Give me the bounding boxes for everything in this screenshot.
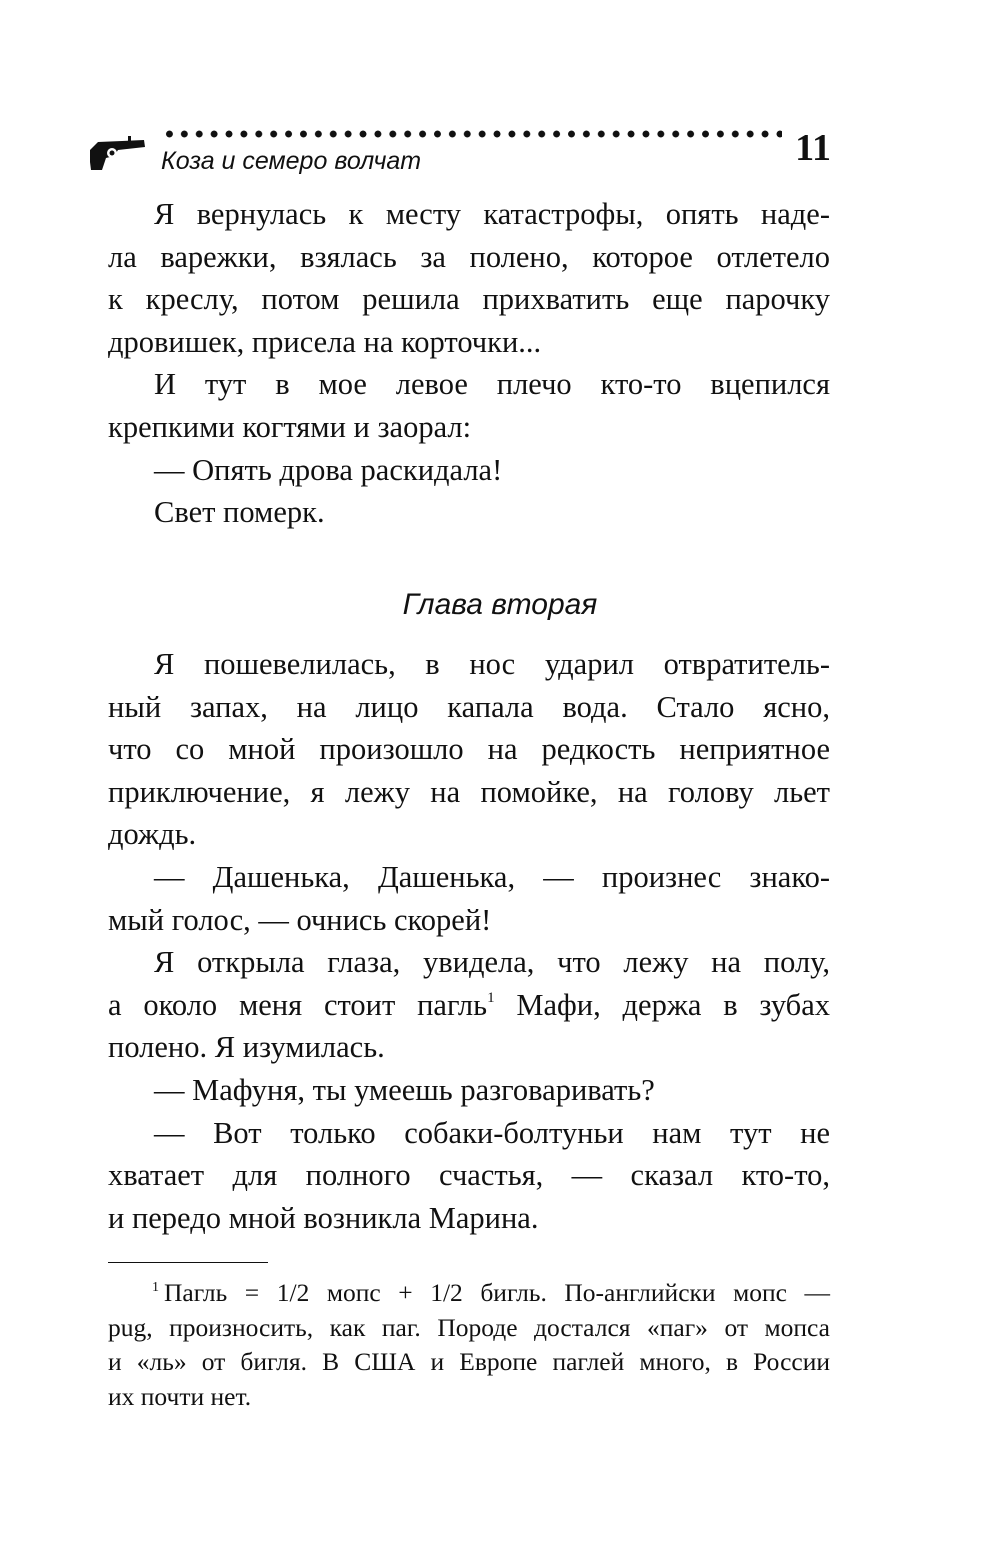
- text-line: дождь.: [108, 817, 197, 852]
- text-segment: Мафи, держа в зубах: [494, 987, 830, 1022]
- book-title: Коза и семеро волчат: [161, 147, 422, 175]
- text-line: ла варежки, взялась за полено, которое отлетело: [108, 239, 830, 274]
- text-block-2: [108, 643, 830, 1239]
- text-line: мый голос, — очнись скорей!: [108, 902, 492, 937]
- text-segment: а около меня стоит пагль: [108, 987, 488, 1022]
- text-line: — Вот только собаки-болтуньи нам тут не: [154, 1115, 830, 1150]
- text-block-1: [108, 193, 830, 534]
- footnote-line: pug, произносить, как паг. Породе достался «паг» от мопса: [108, 1312, 830, 1342]
- revolver-icon: [88, 126, 148, 172]
- header-dotted-rule: [162, 124, 782, 144]
- chapter-title: Глава вторая: [402, 588, 598, 621]
- footnote-marker[interactable]: 1: [487, 989, 495, 1006]
- footnote-line: и «ль» от бигля. В США и Европе паглей много, в России: [108, 1347, 830, 1377]
- text-line-with-footnote: [108, 984, 830, 1027]
- footnote-line: [108, 1276, 830, 1311]
- text-line: что со мной произошло на редкость неприятное: [108, 732, 830, 767]
- text-line: хватает для полного счастья, — сказал кто-то,: [108, 1158, 830, 1193]
- text-line: приключение, я лежу на помойке, на голову льет: [108, 774, 830, 809]
- text-line: — Опять дрова раскидала!: [154, 452, 503, 487]
- footnote-text: Пагль = 1/2 мопс + 1/2 бигль. По-английски мопс —: [164, 1278, 830, 1307]
- text-line: И тут в мое левое плечо кто-то вцепился: [154, 367, 830, 402]
- page-number: 11: [795, 127, 831, 169]
- text-line: Я пошевелилась, в нос ударил отвратитель-: [154, 647, 830, 681]
- text-line: крепкими когтями и заорал:: [108, 409, 472, 444]
- text-line: полено. Я изумилась.: [108, 1030, 385, 1065]
- text-line: и передо мной возникла Марина.: [108, 1200, 539, 1235]
- text-line: — Мафуня, ты умеешь разговаривать?: [154, 1072, 655, 1107]
- footnote-divider: [108, 1262, 268, 1263]
- text-line: Свет померк.: [154, 495, 325, 530]
- footnote: [108, 1276, 830, 1414]
- footnote-line: их почти нет.: [108, 1381, 252, 1411]
- text-line: дровишек, присела на корточки...: [108, 324, 542, 359]
- text-line: Я вернулась к месту катастрофы, опять наде-: [154, 197, 830, 231]
- footnote-number: 1: [152, 1280, 159, 1295]
- text-line: — Дашенька, Дашенька, — произнес знако-: [154, 859, 830, 894]
- text-line: к креслу, потом решила прихватить еще парочку: [108, 282, 830, 317]
- text-line: ный запах, на лицо капала вода. Стало ясно,: [108, 689, 830, 724]
- running-header: [88, 122, 833, 182]
- text-line: Я открыла глаза, увидела, что лежу на полу,: [154, 945, 830, 980]
